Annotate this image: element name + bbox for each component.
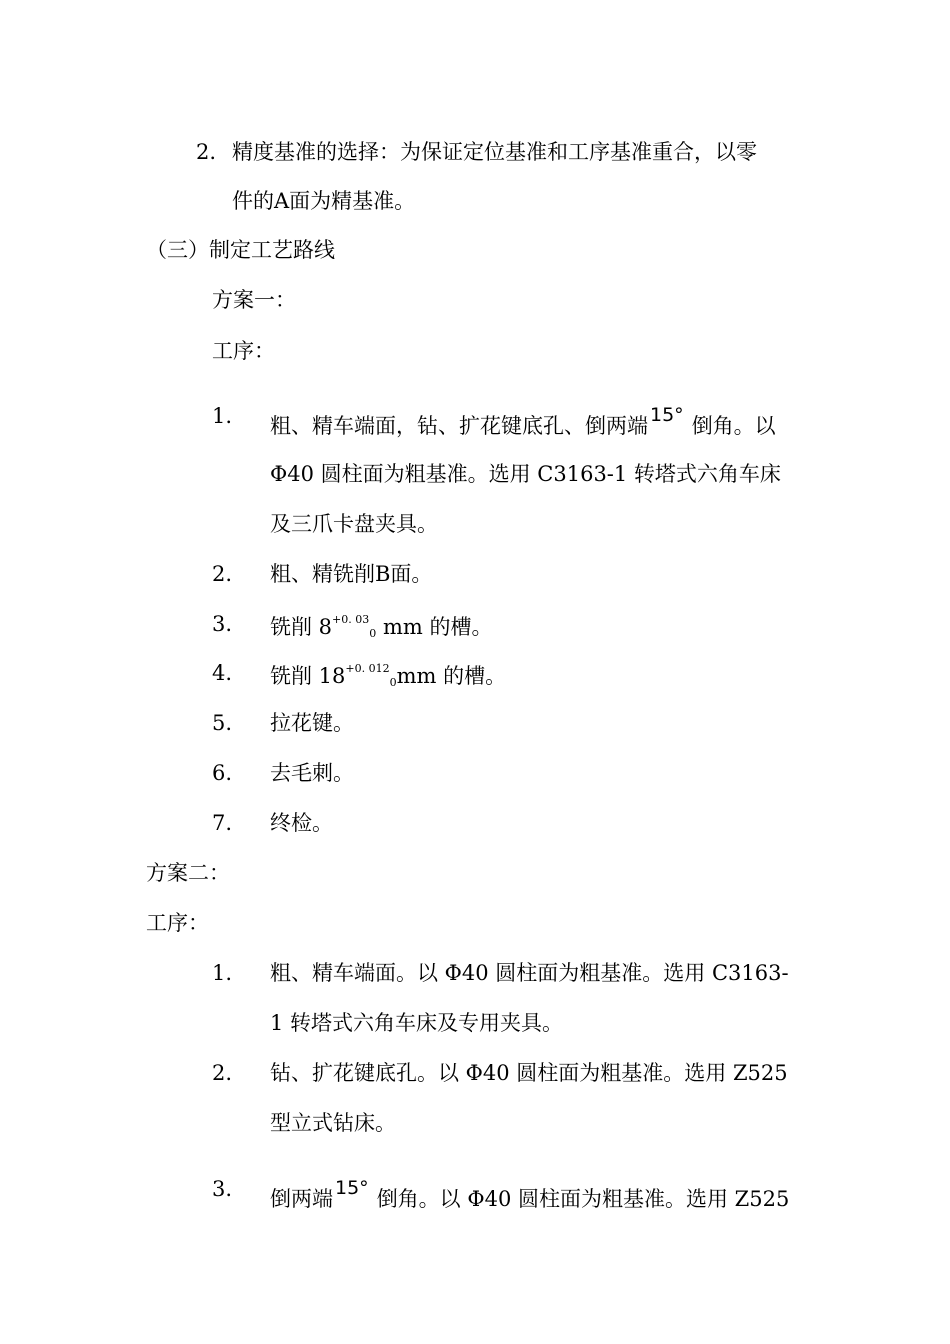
paragraph-line: 精度基准的选择：为保证定位基准和工序基准重合，以零 — [232, 140, 757, 164]
step-number: 1. — [212, 404, 233, 428]
step-text: 型立式钻床。 — [270, 1111, 396, 1135]
process-label: 工序： — [212, 339, 275, 363]
tolerance-lower: 0 — [369, 627, 377, 640]
tolerance-lower: 0 — [389, 676, 397, 689]
step-number: 3. — [212, 612, 233, 636]
step-text: 倒两端 15° 倒角。以 Φ40 圆柱面为粗基准。选用 Z525 — [270, 1177, 790, 1211]
tolerance-upper: +0. 012 — [345, 662, 390, 675]
step-text: 终检。 — [270, 811, 333, 835]
step-number: 2. — [212, 562, 233, 586]
step-number: 2. — [212, 1061, 233, 1085]
step-text: 铣削 $18^{+0. 012}_0mm$ 的槽。 — [270, 662, 507, 689]
step-number: 4. — [212, 661, 233, 685]
step-text: 粗、精铣削B面。 — [270, 562, 433, 586]
step-text: 拉花键。 — [270, 711, 354, 735]
process-label: 工序： — [146, 911, 209, 935]
step-number: 7. — [212, 811, 233, 835]
section-heading: （三）制定工艺路线 — [146, 238, 335, 262]
step-text: 钻、扩花键底孔。以 Φ40 圆柱面为粗基准。选用 Z525 — [270, 1061, 788, 1085]
section-number: 2. — [196, 140, 217, 164]
step-number: 6. — [212, 761, 233, 785]
step-number: 3. — [212, 1177, 233, 1201]
step-text: Φ40 圆柱面为粗基准。选用 C3163-1 转塔式六角车床 — [270, 462, 781, 486]
step-text: 及三爪卡盘夹具。 — [270, 512, 438, 536]
step-text: 粗、精车端面，钻、扩花键底孔、倒两端 15° 倒角。以 — [270, 404, 776, 438]
degree-annotation: 15° — [335, 1177, 369, 1199]
tolerance-upper: +0. 03 — [332, 613, 370, 626]
paragraph-line: 件的A面为精基准。 — [232, 189, 416, 213]
step-text: 去毛刺。 — [270, 761, 354, 785]
plan-title: 方案二： — [146, 861, 230, 885]
step-text: 1 转塔式六角车床及专用夹具。 — [270, 1011, 564, 1035]
step-number: 1. — [212, 961, 233, 985]
step-number: 5. — [212, 711, 233, 735]
step-text: 铣削 $8^{+0. 03}_0$ mm 的槽。 — [270, 613, 493, 640]
step-text: 粗、精车端面。以 Φ40 圆柱面为粗基准。选用 C3163- — [270, 961, 789, 985]
plan-title: 方案一： — [212, 288, 296, 312]
degree-annotation: 15° — [650, 404, 684, 426]
